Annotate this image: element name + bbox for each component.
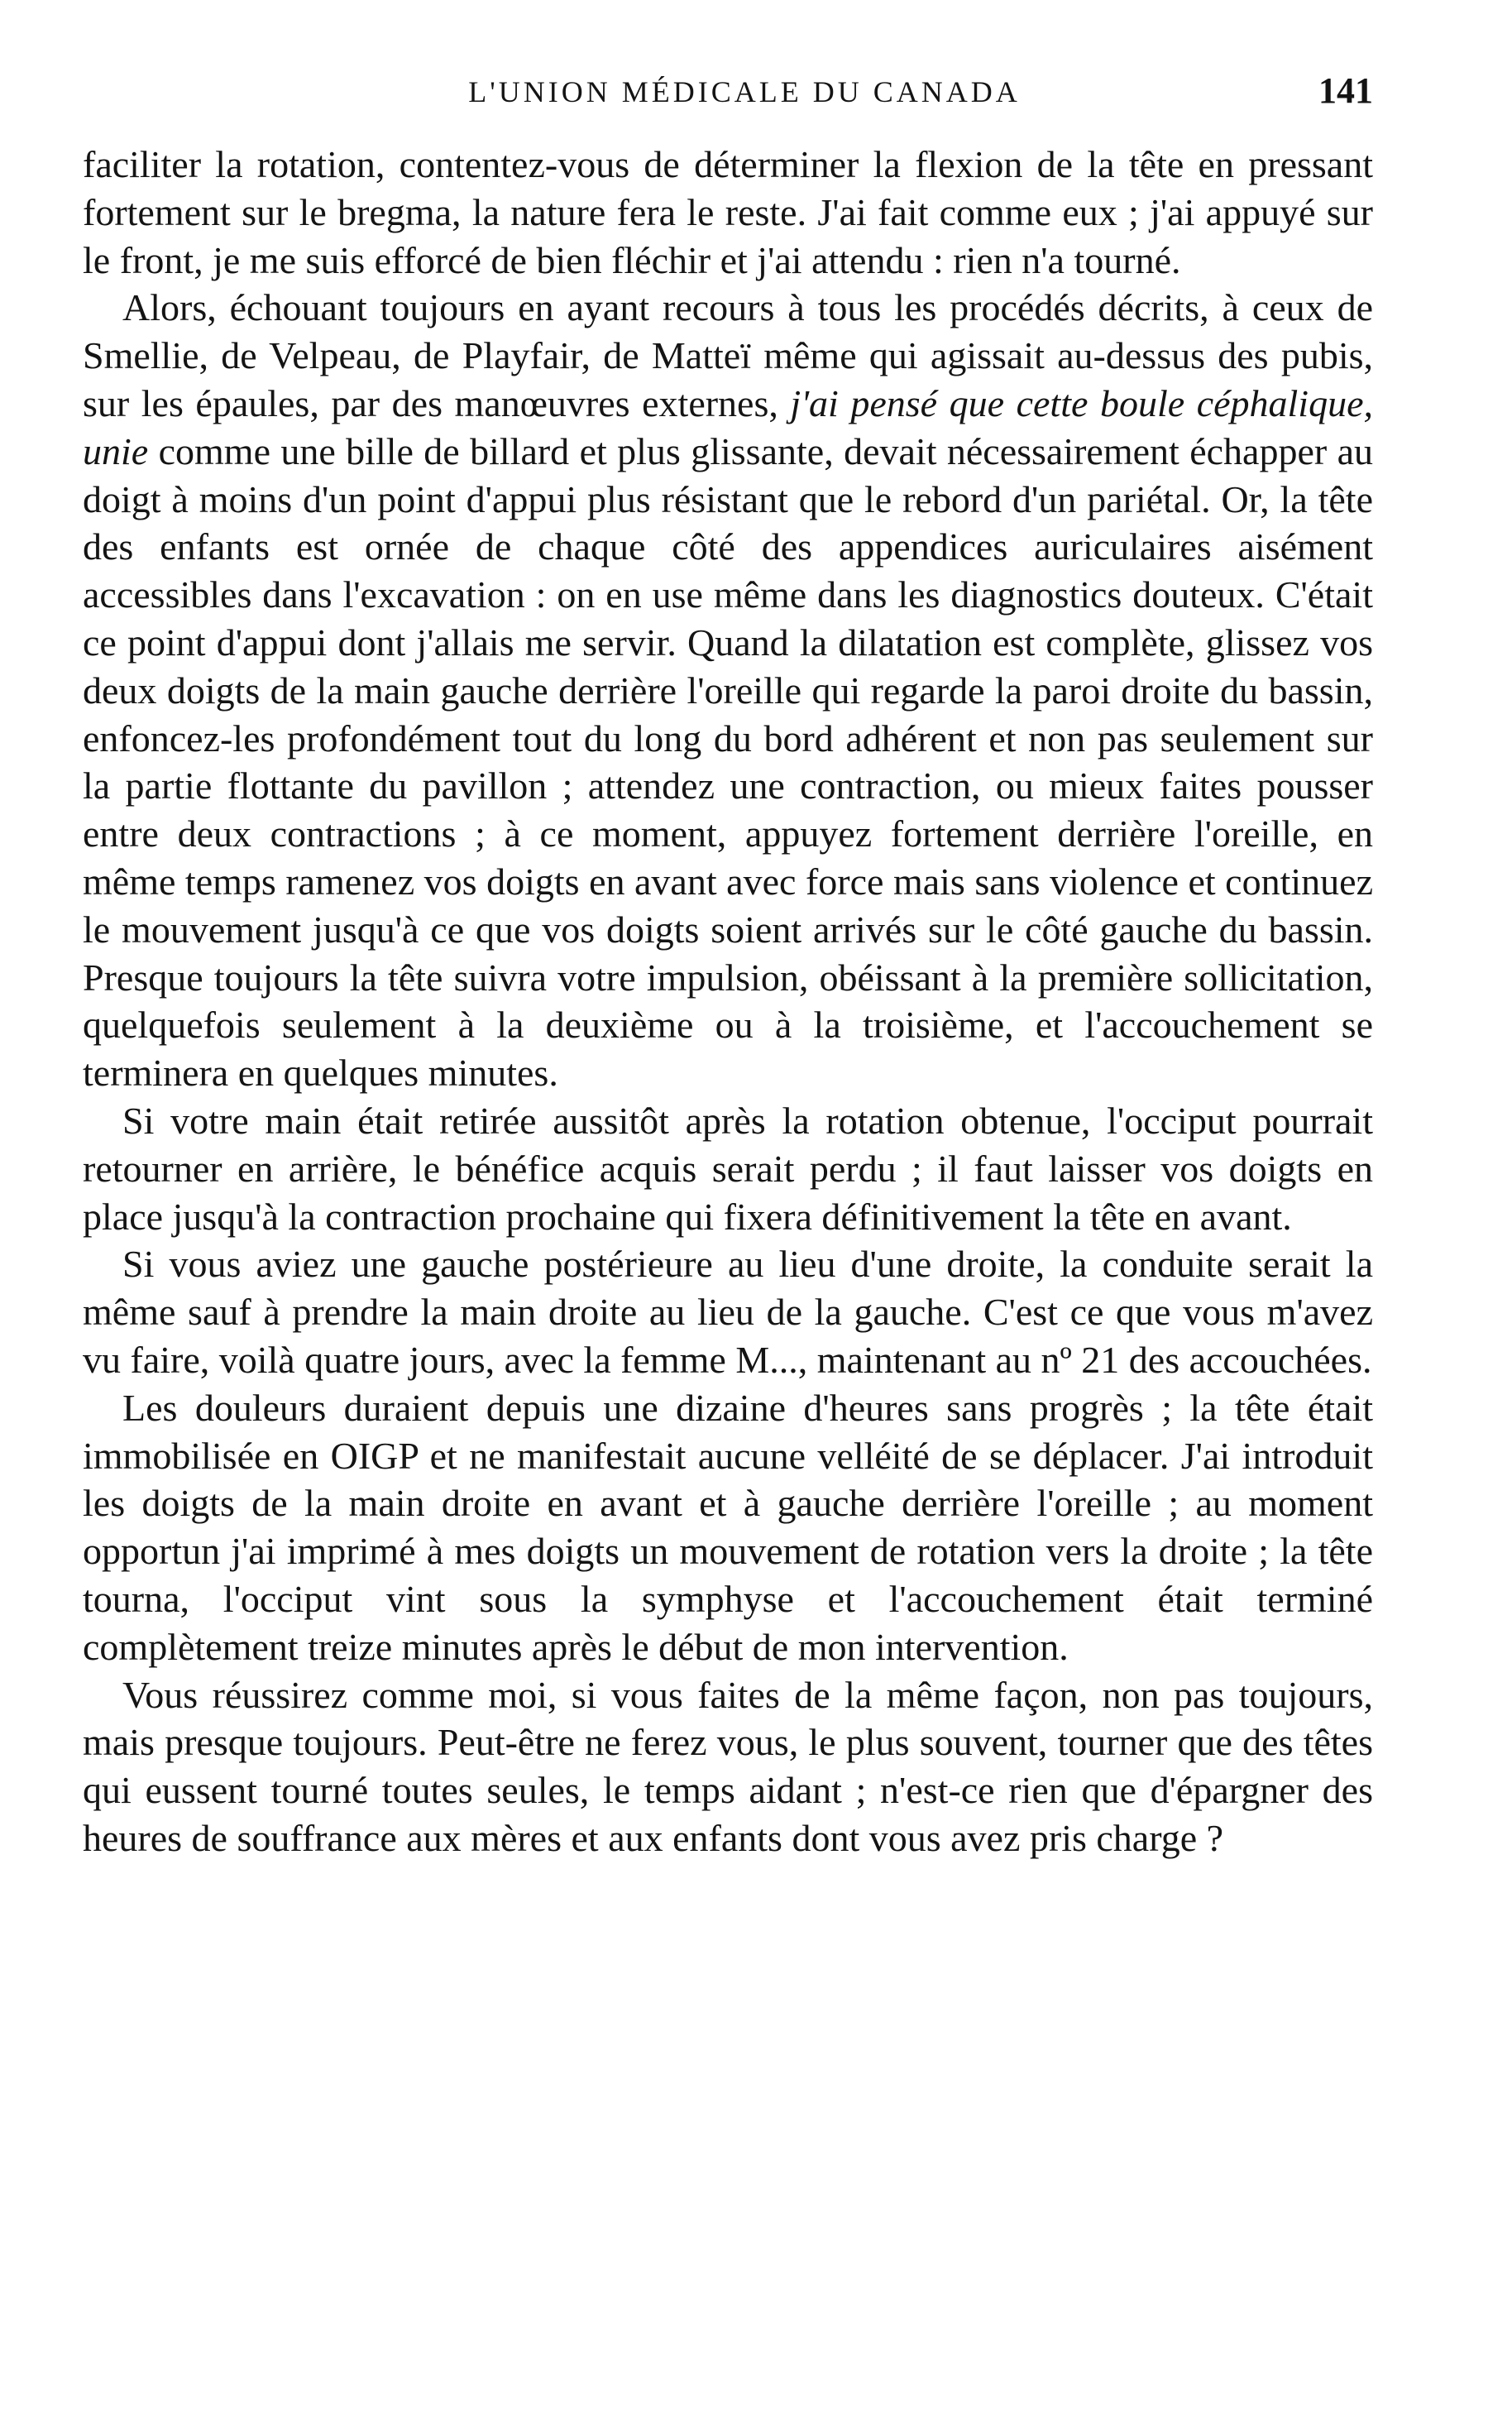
paragraph-2-text-start: Alors, échouant toujours en ayant recours à tous les procédés décrits, à ceux de Smellie, de Velpeau, de Playfair, de Matteï même qui agissait au-dessus des pubis, sur les épaules, par des manœuvres externes, bbox=[83, 286, 1373, 424]
journal-page bbox=[83, 58, 1373, 1862]
paragraph-4-text: Si vous aviez une gauche postérieure au lieu d'une droite, la conduite serait la même sauf à prendre la main droite au lieu de la gauche. C'est ce que vous m'avez vu faire, voilà quatre jours, avec la femme M..., maintenant au nº 21 des accouchées. bbox=[83, 1243, 1373, 1381]
paragraph-2-italic-text: j'ai pensé que cette boule céphalique, unie bbox=[83, 381, 1374, 472]
paragraph-3 bbox=[83, 1097, 1373, 1240]
article-body bbox=[83, 141, 1373, 1862]
paragraph-6 bbox=[83, 1671, 1373, 1862]
paragraph-2 bbox=[83, 284, 1373, 1097]
paragraph-3-text: Si votre main était retirée aussitôt après la rotation obtenue, l'occiput pourrait retourner en arrière, le bénéfice acquis serait perdu ; il faut laisser vos doigts en place jusqu'à la contraction prochaine qui fixera définitivement la tête en avant. bbox=[83, 1099, 1373, 1238]
paragraph-4 bbox=[83, 1240, 1373, 1383]
paragraph-1-text: faciliter la rotation, contentez-vous de déterminer la flexion de la tête en pressant fortement sur le bregma, la nature fera le reste. J'ai fait comme eux ; j'ai appuyé sur le front, je me suis efforcé de bien fléchir et j'ai attendu : rien n'a tourné. bbox=[83, 143, 1373, 281]
paragraph-2-text-end: comme une bille de billard et plus glissante, devait nécessairement échapper au doigt à moins d'un point d'appui plus résistant que le rebord d'un pariétal. Or, la tête des enfants est ornée de chaque côté des appendices auriculaires aisément accessibles dans l'excavation : on en use même dans les diagnostics douteux. C'était ce point d'appui dont j'allais me servir. Quand la dilatation est complète, glissez vos deux doigts de la main gauche derrière l'oreille qui regarde la paroi droite du bassin, enfoncez-les profondément tout du long du bord adhérent et non pas seulement sur la partie flottante du pavillon ; attendez une contraction, ou mieux faites pousser entre deux contractions ; à ce moment, appuyez fortement derrière l'oreille, en même temps ramenez vos doigts en avant avec force mais sans violence et continuez le mouvement jusqu'à ce que vos doigts soient arrivés sur le côté gauche du bassin. Presque toujours la tête suivra votre impulsion, obéissant à la première sollicitation, quelquefois seulement à la deuxième ou à la troisième, et l'accouchement se terminera en quelques minutes. bbox=[83, 429, 1373, 1095]
page-number: 141 bbox=[1318, 70, 1373, 111]
journal-title: L'UNION MÉDICALE DU CANADA bbox=[468, 75, 1021, 108]
running-header bbox=[83, 58, 1373, 124]
paragraph-5-text: Les douleurs duraient depuis une dizaine d'heures sans progrès ; la tête était immobilisée en OIGP et ne manifestait aucune velléité de se déplacer. J'ai introduit les doigts de la main droite en avant et à gauche derrière l'oreille ; au moment opportun j'ai imprimé à mes doigts un mouvement de rotation vers la droite ; la tête tourna, l'occiput vint sous la symphyse et l'accouchement était terminé complètement treize minutes après le début de mon intervention. bbox=[83, 1386, 1373, 1668]
paragraph-6-text: Vous réussirez comme moi, si vous faites de la même façon, non pas toujours, mais presque toujours. Peut-être ne ferez vous, le plus souvent, tourner que des têtes qui eussent tourné toutes seules, le temps aidant ; n'est-ce rien que d'épargner des heures de souffrance aux mères et aux enfants dont vous avez pris charge ? bbox=[83, 1673, 1373, 1859]
paragraph-1 bbox=[83, 141, 1373, 284]
paragraph-5 bbox=[83, 1384, 1373, 1671]
